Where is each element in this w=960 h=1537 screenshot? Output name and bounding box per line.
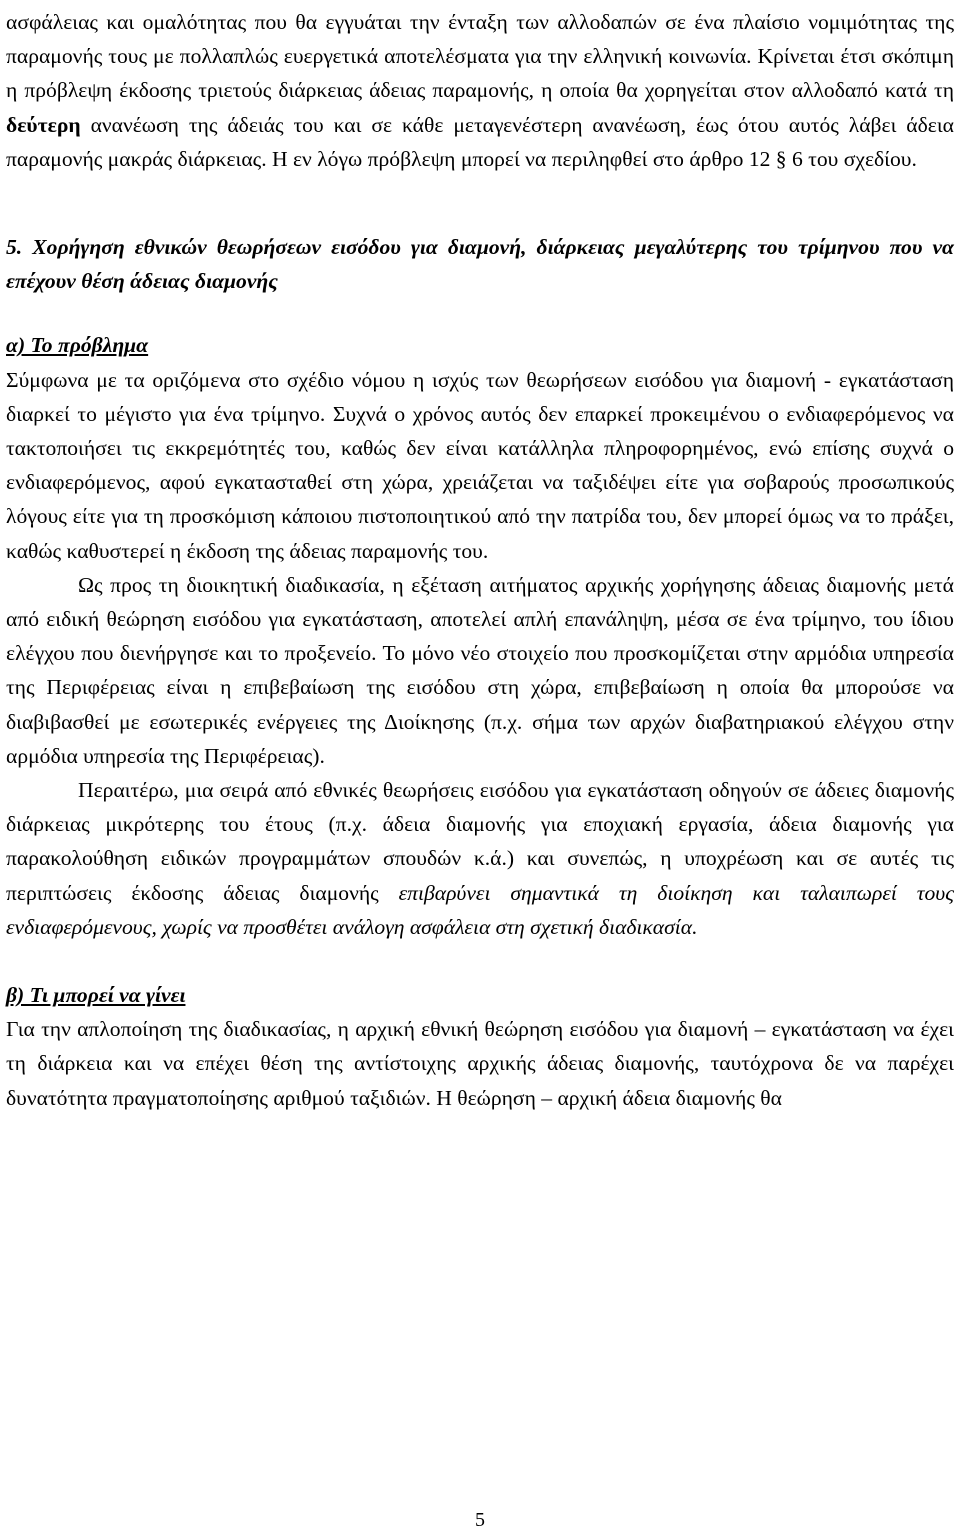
solution-heading: β) Τι μπορεί να γίνει	[6, 983, 186, 1008]
problem-paragraph-2: Ως προς τη διοικητική διαδικασία, η εξέταση αιτήματος αρχικής χορήγησης άδειας διαμονής μετά από ειδική θεώρηση εισόδου για εγκατάσταση, αποτελεί απλή επανάληψη, μέσα σε ένα τρίμηνο, του ίδιου ελέγχου που διενήργησε και το προξενείο. Το μόνο νέο στοιχείο που προσκομίζεται στην αρμόδια υπηρεσία της Περιφέρειας είναι η επιβεβαίωση της εισόδου στη χώρα, επιβεβαίωση η οποία θα μπορούσε να διαβιβασθεί με εσωτερικές ενέργειες της Διοίκησης (π.χ. σήμα των αρχών διαβατηριακού ελέγχου στην αρμόδια υπηρεσία της Περιφέρειας).	[6, 572, 954, 768]
document-page	[6, 0, 954, 1115]
problem-paragraph-3-text: Περαιτέρω, μια σειρά από εθνικές θεωρήσεις εισόδου για εγκατάσταση οδηγούν σε άδειες διαμονής διάρκειας μικρότερης του έτους (π.χ. άδεια διαμονής για εποχιακή εργασία, άδεια διαμονής για παρακολούθηση ειδικών προγραμμάτων σπουδών κ.ά.) και συνεπώς, η υποχρέωση και σε αυτές τις περιπτώσεις έκδοσης άδειας διαμονής	[6, 778, 954, 905]
solution-paragraph-1: Για την απλοποίηση της διαδικασίας, η αρχική εθνική θεώρηση εισόδου για διαμονή – εγκατάσταση να έχει τη διάρκεια και να επέχει θέση της αντίστοιχης αρχικής άδειας διαμονής, ταυτόχρονα δε να παρέχει δυνατότητα πραγματοποίησης αριθμού ταξιδιών. Η θεώρηση – αρχική άδεια διαμονής θα	[6, 1017, 954, 1110]
problem-block	[6, 328, 954, 944]
problem-paragraph-1: Σύμφωνα με τα οριζόμενα στο σχέδιο νόμου η ισχύς των θεωρήσεων εισόδου για διαμονή - εγκατάσταση διαρκεί το μέγιστο για ένα τρίμηνο. Συχνά ο χρόνος αυτός δεν επαρκεί προκειμένου ο ενδιαφερόμενος να τακτοποιήσει τις εκκρεμότητές του, καθώς δεν είναι κατάλληλα πληροφορημένος, ενώ επίσης συχνά ο ενδιαφερόμενος, αφού εγκατασταθεί στη χώρα, χρειάζεται να ταξιδέψει είτε για σοβαρούς προσωπικούς λόγους είτε για τη προσκόμιση κάποιου πιστοποιητικού από την πατρίδα του, δεν μπορεί όμως να το πράξει, καθώς καθυστερεί η έκδοση της άδειας παραμονής του.	[6, 367, 954, 563]
section-5-heading-block	[6, 230, 954, 298]
page-number: 5	[475, 1509, 485, 1531]
section-5-heading: 5. Χορήγηση εθνικών θεωρήσεων εισόδου για διαμονή, διάρκειας μεγαλύτερης του τρίμηνου που να επέχουν θέση άδειας διαμονής	[6, 235, 954, 294]
solution-block	[6, 978, 954, 1115]
problem-heading: α) Το πρόβλημα	[6, 333, 149, 358]
problem-paragraph-3	[6, 773, 954, 944]
intro-bold-word: δεύτερη	[6, 112, 81, 137]
problem-paragraph-3-italic: επιβαρύνει σημαντικά τη διοίκηση και ταλαιπωρεί τους ενδιαφερόμενους, χωρίς να προσθέτει ανάλογη ασφάλεια στη σχετική διαδικασία.	[6, 880, 954, 939]
intro-paragraph	[6, 5, 954, 176]
intro-text-end: ανανέωση της άδειάς του και σε κάθε μεταγενέστερη ανανέωση, έως ότου αυτός λάβει άδεια παραμονής μακράς διάρκειας. Η εν λόγω πρόβλεψη μπορεί να περιληφθεί στο άρθρο 12 § 6 του σχεδίου.	[6, 112, 954, 171]
intro-text-start: ασφάλειας και ομαλότητας που θα εγγυάται την ένταξη των αλλοδαπών σε ένα πλαίσιο νομιμότητας της παραμονής τους με πολλαπλώς ευεργετικά αποτελέσματα για την ελληνική κοινωνία. Κρίνεται έτσι σκόπιμη η πρόβλεψη έκδοσης τριετούς διάρκειας άδειας παραμονής, η οποία θα χορηγείται στον αλλοδαπό κατά τη	[6, 10, 954, 103]
